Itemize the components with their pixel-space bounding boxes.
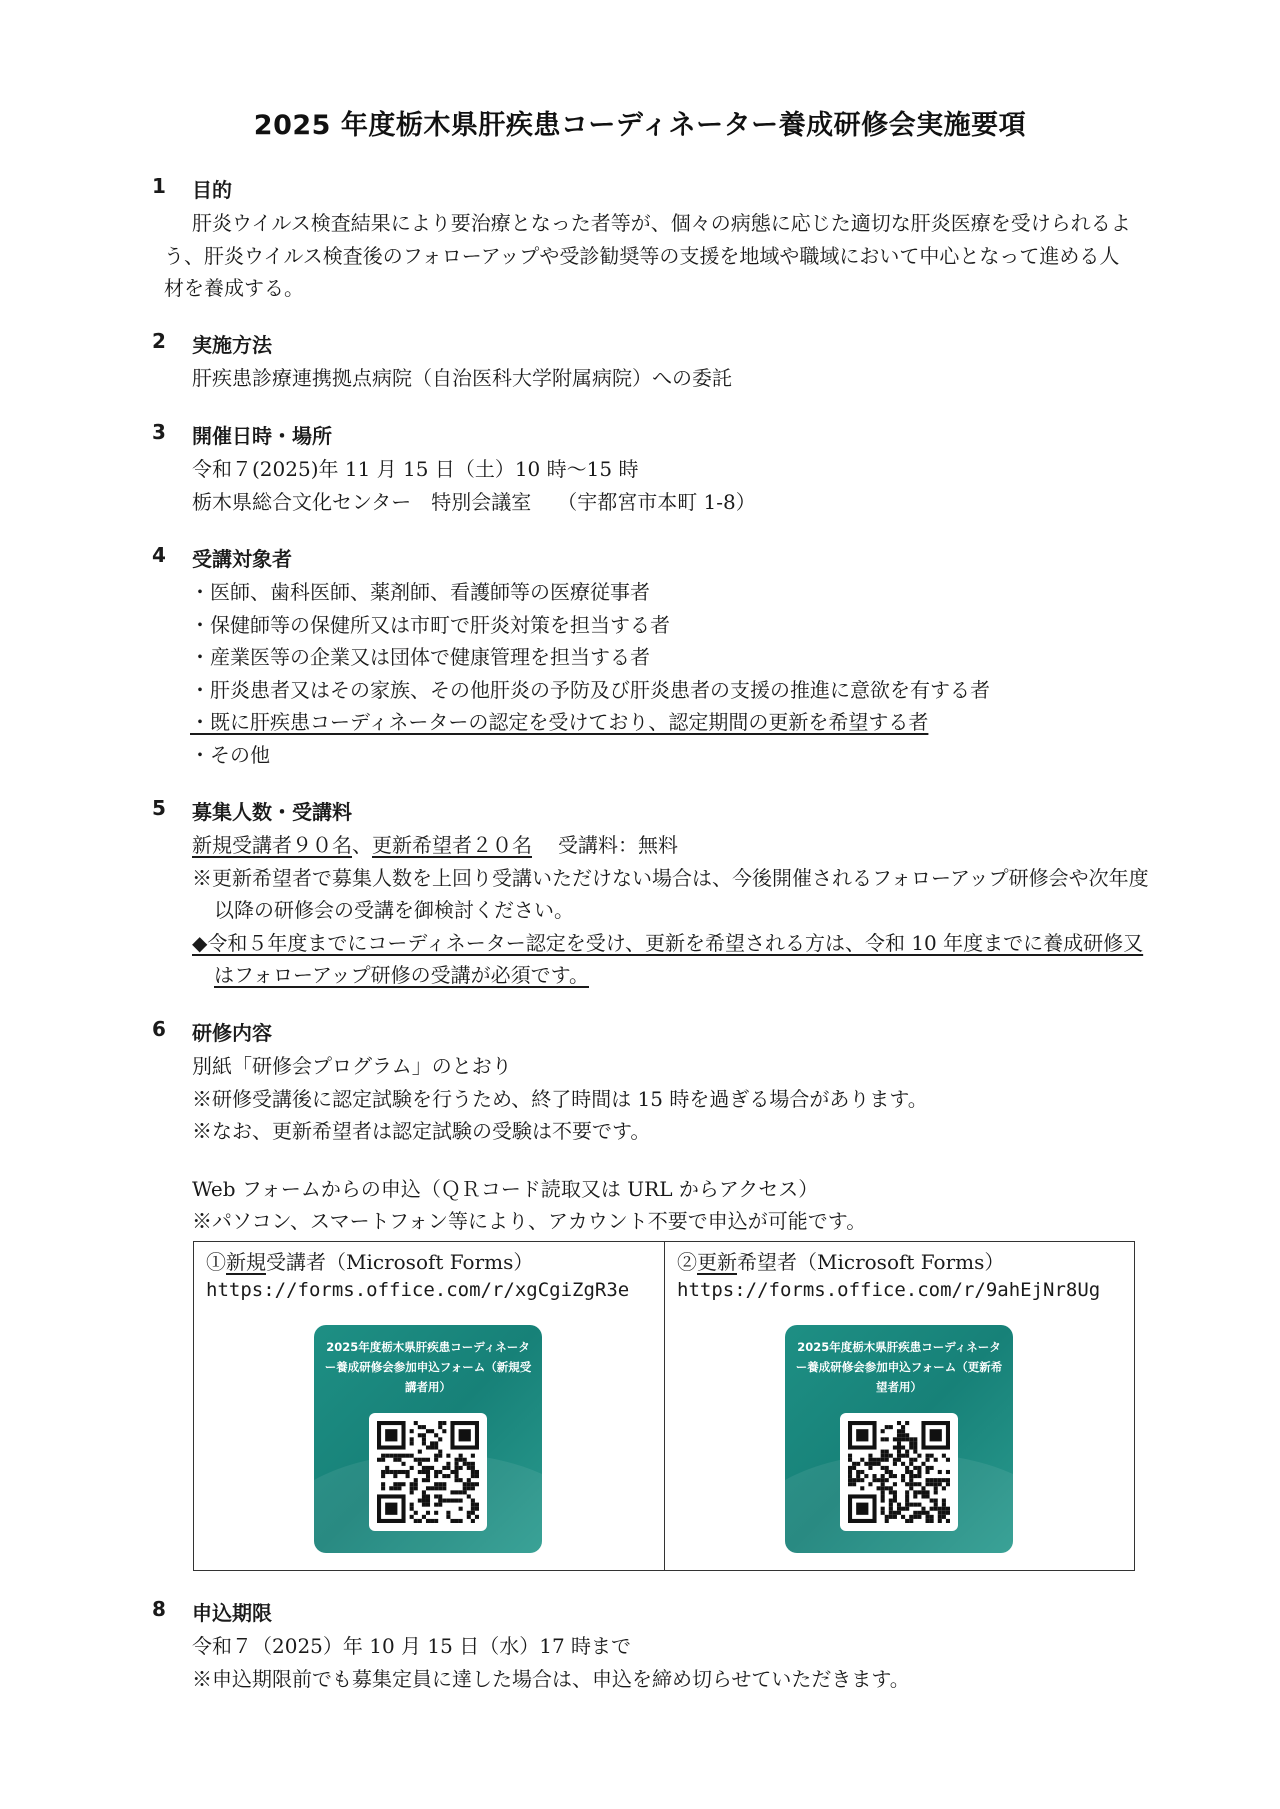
qr-code-icon[interactable] bbox=[369, 1413, 487, 1531]
section-heading: 実施方法 bbox=[192, 333, 272, 357]
section-number: 5 bbox=[152, 796, 166, 820]
renew-applicant-cell bbox=[664, 1242, 1134, 1570]
application-forms-table bbox=[193, 1241, 1135, 1571]
target-item: ・その他 bbox=[190, 742, 270, 767]
section-number: 3 bbox=[152, 420, 166, 444]
section-number: 4 bbox=[152, 543, 166, 567]
important-notice: ◆令和５年度までにコーディネーター認定を受け、更新を希望される方は、令和 10 年度までに養成研修又はフォローアップ研修の受講が必須です。 bbox=[192, 930, 1144, 987]
purpose-text: 肝炎ウイルス検査結果により要治療となった者等が、個々の病態に応じた適切な肝炎医療を受けられるよう、肝炎ウイルス検査後のフォローアップや受診勧奨等の支援を地域や職域において中心となって進める人材を養成する。 bbox=[164, 211, 1131, 300]
venue-name: 栃木県総合文化センター 特別会議室 bbox=[192, 489, 532, 514]
form-url[interactable]: https://forms.office.com/r/9ahEjNr8Ug bbox=[677, 1279, 1101, 1301]
renew-capacity: 更新希望者２０名 bbox=[372, 833, 532, 857]
event-date: 令和７(2025)年 11 月 15 日（土）10 時～15 時 bbox=[192, 457, 639, 481]
section-heading: 研修内容 bbox=[192, 1021, 272, 1045]
venue-address: （宇都宮市本町 1-8） bbox=[557, 489, 756, 514]
target-item: ・産業医等の企業又は団体で健康管理を担当する者 bbox=[190, 645, 650, 669]
qr-card[interactable] bbox=[314, 1325, 542, 1553]
content-note: ※研修受講後に認定試験を行うため、終了時間は 15 時を過ぎる場合があります。 bbox=[192, 1086, 928, 1111]
new-applicant-cell bbox=[194, 1242, 664, 1570]
section-heading: 目的 bbox=[192, 178, 232, 202]
target-item: ・既に肝疾患コーディネーターの認定を受けており、認定期間の更新を希望する者 bbox=[190, 710, 929, 734]
deadline-date: 令和７（2025）年 10 月 15 日（水）17 時まで bbox=[192, 1634, 632, 1658]
capacity-note: ※更新希望者で募集人数を上回り受講いただけない場合は、今後開催されるフォローアップ研修会や次年度以降の研修会の受講を御検討ください。 bbox=[192, 865, 1149, 922]
web-note: ※パソコン、スマートフォン等により、アカウント不要で申込が可能です。 bbox=[192, 1209, 867, 1233]
form-title: ①新規受講者（Microsoft Forms） bbox=[206, 1250, 534, 1274]
content-note: ※なお、更新希望者は認定試験の受験は不要です。 bbox=[192, 1119, 651, 1143]
qr-card-label: 2025年度栃木県肝疾患コーディネーター養成研修会参加申込フォーム（更新希望者用） bbox=[795, 1340, 1003, 1394]
target-item: ・保健師等の保健所又は市町で肝炎対策を担当する者 bbox=[190, 612, 670, 637]
fee: 受講料：無料 bbox=[558, 833, 678, 857]
content-program: 別紙「研修会プログラム」のとおり bbox=[192, 1054, 512, 1078]
target-item: ・医師、歯科医師、薬剤師、看護師等の医療従事者 bbox=[190, 580, 650, 604]
section-heading: 受講対象者 bbox=[192, 547, 292, 571]
method-text: 肝疾患診療連携拠点病院（自治医科大学附属病院）への委託 bbox=[192, 366, 732, 390]
deadline-note: ※申込期限前でも募集定員に達した場合は、申込を締め切らせていただきます。 bbox=[192, 1666, 910, 1691]
form-url[interactable]: https://forms.office.com/r/xgCgiZgR3e bbox=[206, 1279, 630, 1301]
section-heading: 開催日時・場所 bbox=[192, 424, 332, 448]
form-title: ②更新希望者（Microsoft Forms） bbox=[677, 1250, 1005, 1274]
qr-card-label: 2025年度栃木県肝疾患コーディネーター養成研修会参加申込フォーム（新規受講者用） bbox=[324, 1340, 532, 1394]
section-number: 2 bbox=[152, 329, 166, 353]
section-number: 1 bbox=[152, 174, 166, 198]
qr-code-icon[interactable] bbox=[840, 1413, 958, 1531]
target-item: ・肝炎患者又はその家族、その他肝炎の予防及び肝炎患者の支援の推進に意欲を有する者 bbox=[190, 677, 990, 702]
section-number: 8 bbox=[152, 1597, 166, 1621]
section-heading: 募集人数・受講料 bbox=[192, 800, 352, 824]
separator: 、 bbox=[352, 833, 372, 857]
document-title: 2025 年度栃木県肝疾患コーディネーター養成研修会実施要項 bbox=[253, 110, 1027, 141]
qr-card[interactable] bbox=[785, 1325, 1013, 1553]
web-application: Web フォームからの申込（ＱＲコード読取又は URL からアクセス） bbox=[192, 1176, 819, 1201]
section-number: 6 bbox=[152, 1017, 166, 1041]
section-heading: 申込期限 bbox=[192, 1601, 272, 1625]
new-capacity: 新規受講者９０名 bbox=[192, 833, 352, 857]
